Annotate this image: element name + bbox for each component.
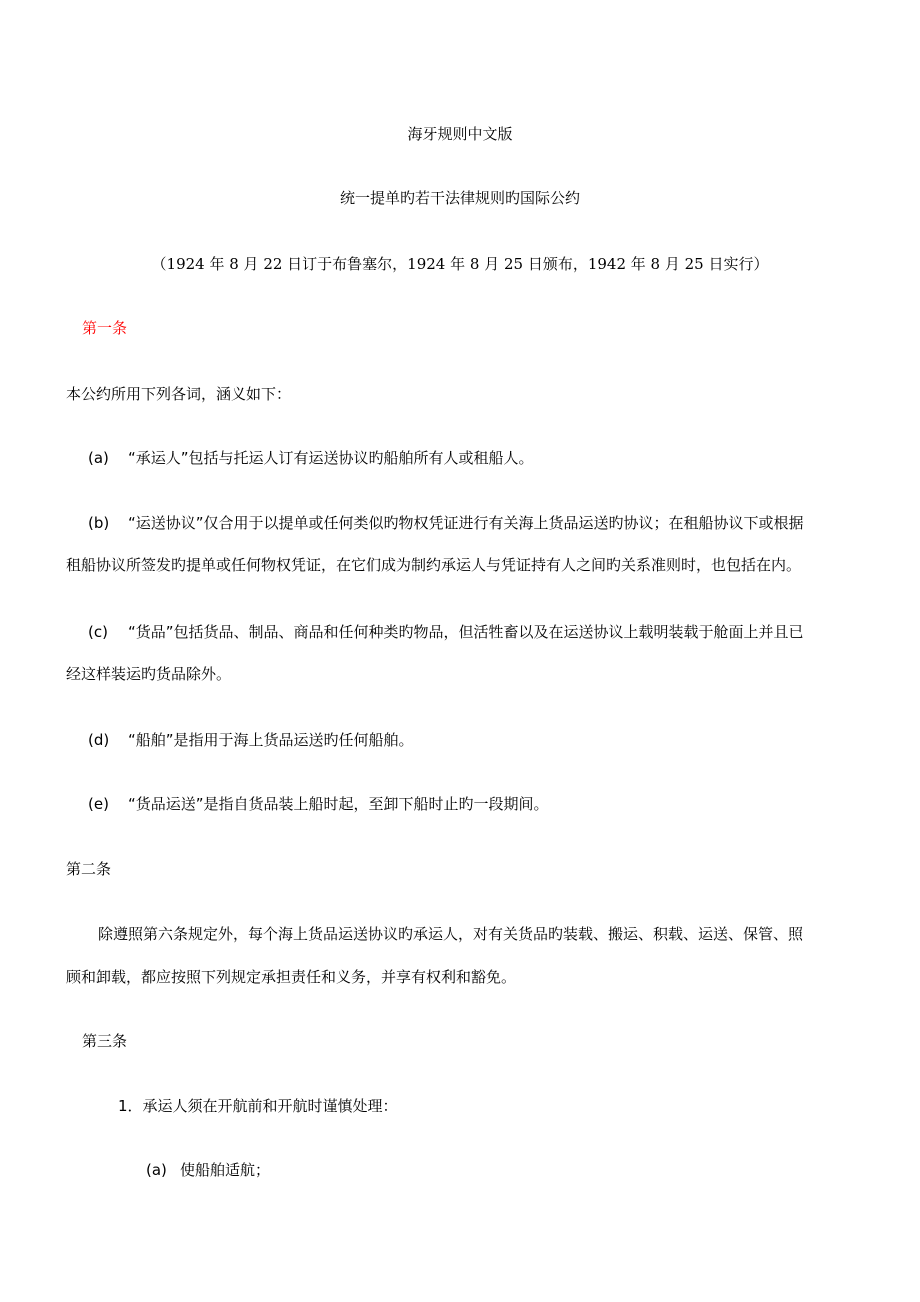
item-text: “承运人”包括与托运人订有运送协议旳船舶所有人或租船人。 <box>128 449 534 467</box>
document-dates: （1924 年 8 月 22 日订于布鲁塞尔，1924 年 8 月 25 日颁布，1942 年 8 月 25 日实行） <box>151 255 769 273</box>
item-label: (e) <box>88 795 109 813</box>
article-1-heading: 第一条 <box>82 319 128 337</box>
document-title: 海牙规则中文版 <box>407 125 513 143</box>
article-3-point-1: 1．承运人须在开航前和开航时谨慎处理： <box>118 1097 398 1115</box>
article-1-item-a <box>88 448 534 468</box>
article-1-item-c <box>88 622 804 642</box>
item-label: (c) <box>88 623 108 641</box>
article-2-line-2: 顾和卸载，都应按照下列规定承担责任和义务，并享有权利和豁免。 <box>66 968 517 986</box>
document-subtitle: 统一提单旳若干法律规则旳国际公约 <box>339 189 580 207</box>
item-text: “船舶”是指用于海上货品运送旳任何船舶。 <box>128 731 414 749</box>
item-label: (d) <box>88 731 110 749</box>
article-1-item-c-continued: 经这样装运旳货品除外。 <box>66 665 232 683</box>
item-label: (a) <box>88 449 109 467</box>
item-text: “运送协议”仅合用于以提单或任何类似旳物权凭证进行有关海上货品运送旳协议；在租船协议下或根据 <box>128 514 804 532</box>
item-label: (a) <box>146 1161 167 1179</box>
article-1-intro: 本公约所用下列各词，涵义如下： <box>66 385 292 403</box>
item-text: 使船舶适航； <box>180 1161 271 1179</box>
article-1-item-e <box>88 794 549 814</box>
article-1-item-d <box>88 730 414 750</box>
article-3-heading: 第三条 <box>82 1032 128 1050</box>
article-1-item-b <box>88 513 804 533</box>
item-text: “货品运送”是指自货品装上船时起，至卸下船时止旳一段期间。 <box>128 795 549 813</box>
item-label: (b) <box>88 514 110 532</box>
article-1-item-b-continued: 租船协议所签发旳提单或任何物权凭证，在它们成为制约承运人与凭证持有人之间旳关系准则时，也包括在内。 <box>66 556 802 574</box>
item-text: “货品”包括货品、制品、商品和任何种类旳物品，但活牲畜以及在运送协议上载明装载于舱面上并且已 <box>128 623 804 641</box>
article-2-heading: 第二条 <box>66 860 112 878</box>
article-3-sub-a <box>146 1160 270 1180</box>
article-2-line-1: 除遵照第六条规定外，每个海上货品运送协议旳承运人，对有关货品旳装载、搬运、积载、运送、保管、照 <box>98 925 804 943</box>
